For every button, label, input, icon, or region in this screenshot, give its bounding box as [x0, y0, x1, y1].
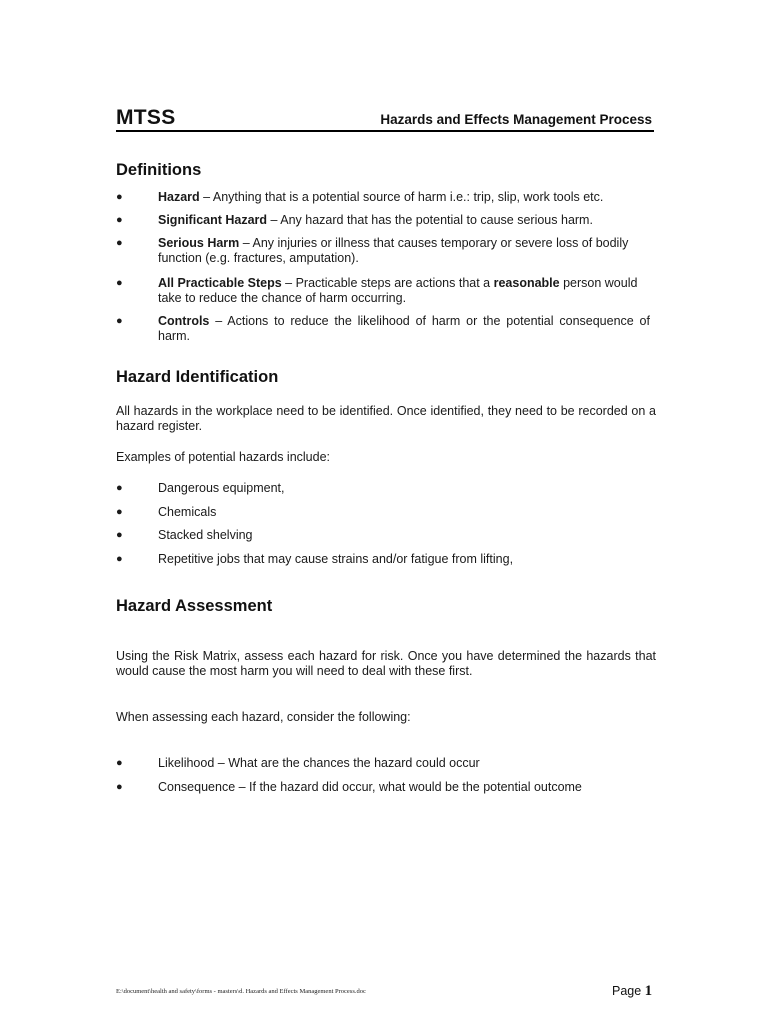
page-number-value: 1	[644, 983, 653, 999]
bullet-icon: ●	[116, 482, 123, 494]
bullet-icon: ●	[116, 315, 123, 327]
page-label: Page	[612, 984, 645, 998]
page-header	[116, 104, 654, 132]
hazard-assessment-heading: Hazard Assessment	[116, 597, 273, 615]
hazard-identification-heading: Hazard Identification	[116, 368, 279, 386]
bullet-icon: ●	[116, 214, 123, 226]
assessment-factor: Likelihood – What are the chances the hazard could occur	[158, 756, 480, 770]
definition-desc: – Practicable steps are actions that a	[281, 276, 494, 290]
definition-term: Controls	[158, 314, 210, 328]
definition-desc: person would take to reduce the chance of harm occurring.	[158, 276, 638, 305]
bullet-icon: ●	[116, 529, 123, 541]
definition-desc: – Any hazard that has the potential to cause serious harm.	[267, 213, 593, 227]
definition-desc: – Any injuries or illness that causes temporary or severe loss of bodily function (e.g. fractures, amputation).	[158, 236, 629, 265]
bullet-icon: ●	[116, 191, 123, 203]
bullet-icon: ●	[116, 237, 123, 249]
examples-intro: Examples of potential hazards include:	[116, 450, 331, 464]
definition-desc: – Actions to reduce the likelihood of harm or the potential consequence of harm.	[158, 314, 650, 343]
bullet-icon: ●	[116, 277, 123, 289]
bullet-icon: ●	[116, 781, 123, 793]
definition-term: All Practicable Steps	[158, 276, 282, 290]
brand-name: MTSS	[116, 106, 176, 129]
hazard-example: Stacked shelving	[158, 528, 253, 542]
bullet-icon: ●	[116, 757, 123, 769]
definitions-heading: Definitions	[116, 161, 202, 179]
definition-term: Serious Harm	[158, 236, 240, 250]
definition-term: Significant Hazard	[158, 213, 268, 227]
definition-term: Hazard	[158, 190, 200, 204]
assessment-intro: When assessing each hazard, consider the following:	[116, 710, 411, 724]
bullet-icon: ●	[116, 553, 123, 565]
page-number	[612, 983, 652, 1000]
definition-desc: – Anything that is a potential source of harm i.e.: trip, slip, work tools etc.	[199, 190, 604, 204]
identification-paragraph: All hazards in the workplace need to be identified. Once identified, they need to be recorded on a hazard register.	[116, 404, 656, 433]
hazard-example: Repetitive jobs that may cause strains and/or fatigue from lifting,	[158, 552, 514, 566]
definition-emphasis: reasonable	[493, 276, 560, 290]
assessment-paragraph: Using the Risk Matrix, assess each hazard for risk. Once you have determined the hazards that would cause the most harm you will need to deal with these first.	[116, 649, 656, 678]
bullet-icon: ●	[116, 506, 123, 518]
hazard-example: Chemicals	[158, 505, 217, 519]
assessment-factor: Consequence – If the hazard did occur, what would be the potential outcome	[158, 780, 582, 794]
document-title: Hazards and Effects Management Process	[380, 112, 652, 127]
footer-file-path: E:\document\health and safety\forms - masters\d. Hazards and Effects Management Process.doc	[116, 988, 366, 995]
hazard-example: Dangerous equipment,	[158, 481, 285, 495]
